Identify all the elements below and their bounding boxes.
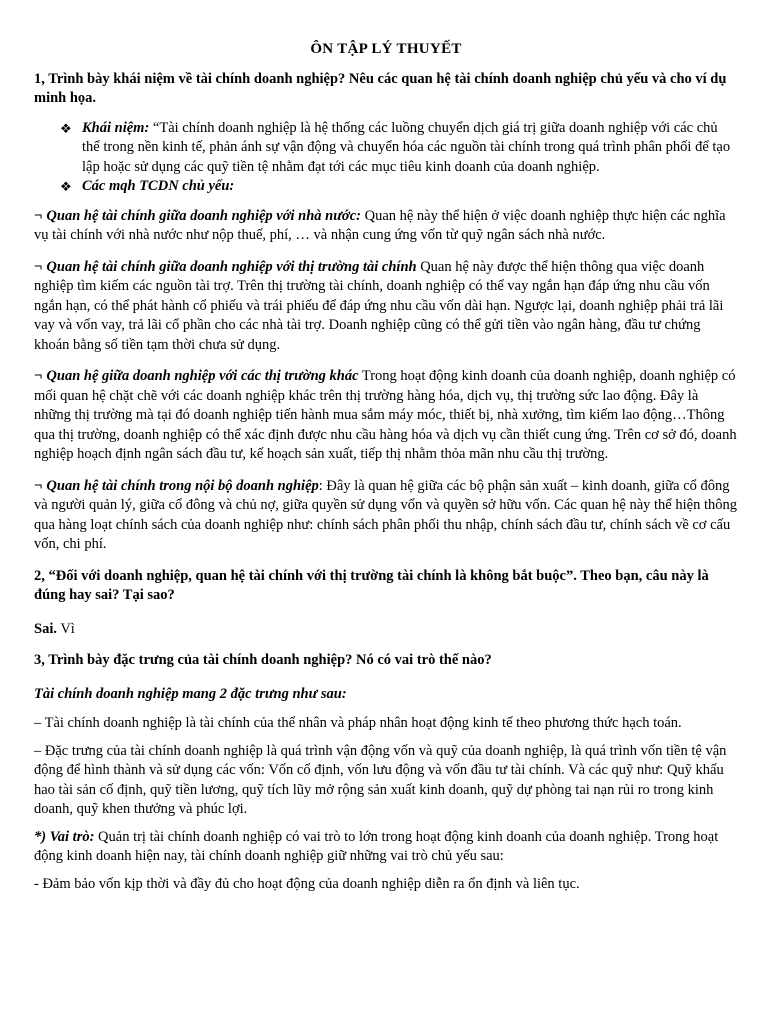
answer-2-verdict: Sai. <box>34 620 57 637</box>
role-item: - Đảm bảo vốn kịp thời và đầy đủ cho hoạt động của doanh nghiệp diễn ra ổn định và liên tục. <box>34 875 580 892</box>
answer-2 <box>34 620 738 640</box>
relation-paragraph <box>34 207 738 246</box>
answer-2-text: Vì <box>56 620 75 637</box>
relation-text: Quan hệ này được thể hiện thông qua việc doanh nghiệp tìm kiếm các nguồn tài trợ. Trên thị trường tài chính, doanh nghiệp có thể vay ngắn hạn đáp ứng nhu cầu vốn ngắn hạn, có thể phát hành cổ phiếu và trái phiếu để đáp ứng nhu cầu vốn dài hạn. Ngược lại, doanh nghiệp phải trả lãi vay và vốn vay, trả lãi cổ phần cho các nhà tài trợ. Doanh nghiệp cũng có thể gửi tiền vào ngân hàng, đầu tư chứng khoán bằng số tiền tạm thời chưa sử dụng. <box>34 258 724 353</box>
diamond-bullet-icon: ❖ <box>60 120 72 136</box>
features-heading: Tài chính doanh nghiệp mang 2 đặc trưng như sau: <box>34 685 347 702</box>
concept-text: “Tài chính doanh nghiệp là hệ thống các luồng chuyển dịch giá trị giữa doanh nghiệp với các chủ thể trong nền kinh tế, phản ánh sự vận động và chuyển hóa các nguồn tài chính trong quá trình phân phối để tạo lập hoặc sử dụng các quỹ tiền tệ nhằm đạt tới các mục tiêu kinh doanh của doanh nghiệp. <box>82 119 731 175</box>
relation-paragraph <box>34 258 738 356</box>
question-2: 2, “Đối với doanh nghiệp, quan hệ tài chính với thị trường tài chính là không bắt buộc”. Theo bạn, câu này là đúng hay sai? Tại sao? <box>34 567 709 603</box>
feature-paragraph: – Tài chính doanh nghiệp là tài chính của thể nhân và pháp nhân hoạt động kinh tế theo phương thức hạch toán. <box>34 715 682 731</box>
relation-heading: ¬ Quan hệ tài chính trong nội bộ doanh nghiệp <box>34 477 319 494</box>
concept-bullet <box>34 119 738 178</box>
relation-text: : Đây là quan hệ giữa các bộ phận sản xuất – kinh doanh, giữa cổ đông và người quản lý, giữa cổ đông và chủ nợ, giữa quyền sử dụng vốn và quyền sở hữu vốn. Các quan hệ này thể hiện thông qua hàng loạt chính sách của doanh nghiệp như: chính sách phân phối thu nhập, chính sách đầu tư, chính sách về cơ cấu vốn, chi phí. <box>34 477 737 552</box>
role-paragraph <box>34 828 738 867</box>
question-3: 3, Trình bày đặc trưng của tài chính doanh nghiệp? Nó có vai trò thế nào? <box>34 652 492 668</box>
relation-heading: ¬ Quan hệ tài chính giữa doanh nghiệp với thị trường tài chính <box>34 258 417 275</box>
concept-label: Khái niệm: <box>82 119 150 136</box>
role-text: Quản trị tài chính doanh nghiệp có vai trò to lớn trong hoạt động kinh doanh của doanh nghiệp. Trong hoạt động kinh doanh hiện nay, tài chính doanh nghiệp giữ những vai trò chủ yếu sau: <box>34 828 719 864</box>
relation-text: Trong hoạt động kinh doanh của doanh nghiệp, doanh nghiệp có mối quan hệ chặt chẽ với các doanh nghiệp khác trên thị trường hàng hóa, dịch vụ, thị trường sức lao động. Đây là những thị trường mà tại đó doanh nghiệp tiến hành mua sắm máy móc, thiết bị, nhà xưởng, tìm kiếm lao động…Thông qua thị trường, doanh nghiệp có thể xác định được nhu cầu hàng hóa và dịch vụ cần thiết cung ứng. Trên cơ sở đó, doanh nghiệp hoạch định ngân sách đầu tư, kế hoạch sản xuất, tiếp thị nhằm thỏa mãn nhu cầu thị trường. <box>34 368 737 462</box>
diamond-bullet-icon: ❖ <box>60 179 72 194</box>
question-1: 1, Trình bày khái niệm về tài chính doanh nghiệp? Nêu các quan hệ tài chính doanh nghiệp chủ yếu và cho ví dụ minh họa. <box>34 70 727 106</box>
relation-paragraph <box>34 367 738 465</box>
feature-paragraph: – Đặc trưng của tài chính doanh nghiệp là quá trình vận động vốn và quỹ của doanh nghiệp, là quá trình vốn tiền tệ vận động để hình thành và sử dụng các vốn: Vốn cố định, vốn lưu động và vốn đầu tư tài chính. Và các quỹ như: Quỹ khấu hao tài sản cố định, quỹ tiền lương, quỹ tích lũy mở rộng sản xuất kinh doanh, quỹ dự phòng tai nạn rủi ro trong kinh doanh, quỹ khen thưởng và phúc lợi. <box>34 742 727 817</box>
relation-heading: ¬ Quan hệ tài chính giữa doanh nghiệp với nhà nước: <box>34 207 361 224</box>
relation-paragraph <box>34 477 738 555</box>
role-label: *) Vai trò: <box>34 828 95 845</box>
page-title: ÔN TẬP LÝ THUYẾT <box>310 41 462 57</box>
relations-bullet <box>34 177 738 197</box>
relation-text: Quan hệ này thể hiện ở việc doanh nghiệp thực hiện các nghĩa vụ tài chính với nhà nước như nộp thuế, phí, … và nhận cung ứng vốn từ quỹ ngân sách nhà nước. <box>34 207 726 243</box>
relation-heading: ¬ Quan hệ giữa doanh nghiệp với các thị trường khác <box>34 368 359 384</box>
relations-label: Các mqh TCDN chủ yếu: <box>82 178 235 194</box>
